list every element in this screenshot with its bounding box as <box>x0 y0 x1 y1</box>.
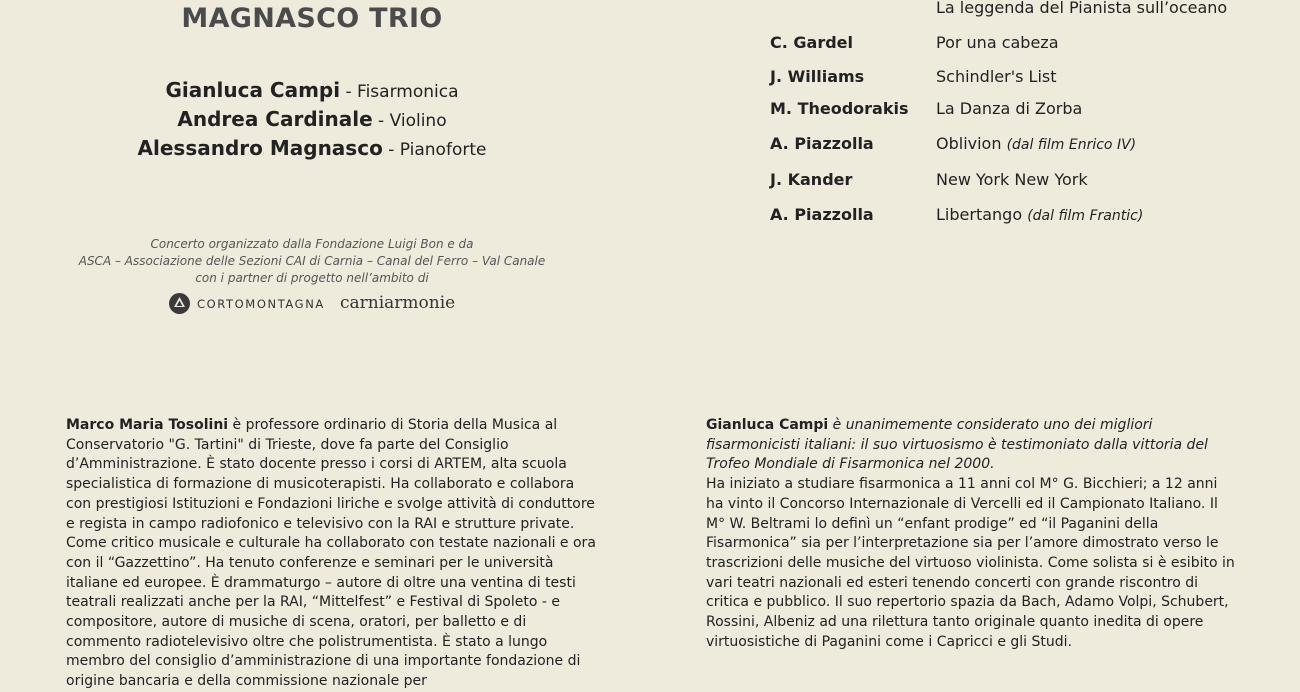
program-row <box>0 0 1300 20</box>
program-piece: New York New York <box>936 170 1088 189</box>
bio-intro: è unanimemente considerato uno dei migliori fisarmonicisti italiani: il suo virtuosismo è testimoniato dalla vittoria del Trofeo Mondiale di Fisarmonica nel 2000. <box>706 417 1208 473</box>
musician-role: Violino <box>389 111 447 131</box>
credits-line: ASCA – Associazione delle Sezioni CAI di Carnia – Canal del Ferro – Val Canale <box>78 254 546 268</box>
program-row <box>0 134 1300 156</box>
musician-separator: - <box>382 140 400 160</box>
cortomontagna-text: CORTOMONTAGNA <box>197 296 325 311</box>
program-piece-note: (dal film Frantic) <box>1027 208 1144 224</box>
program-row <box>0 205 1300 227</box>
program-composer: M. Theodorakis <box>770 99 909 118</box>
program-composer: J. Williams <box>770 67 865 86</box>
bio-campi <box>706 416 1236 652</box>
program-row <box>0 170 1300 192</box>
program-composer: C. Gardel <box>770 33 853 52</box>
musician-name: Andrea Cardinale <box>177 107 373 131</box>
bio-text: è professore ordinario di Storia della Musica al Conservatorio "G. Tartini" di Trieste, dove fa parte del Consiglio d’Amministrazione. È stato docente presso i corsi di ARTEM, alta scuola specialistica di formazione di musicoterapisti. Ha collaborato e collabora con prestigiosi Istituzioni e Fondazioni liriche e svolge attività di conduttore e regista in campo radiofonico e televisivo con la RAI e strutture private. Come critico musicale e culturale ha collaborato con testate nazionali e ora con il “Gazzettino”. Ha tenuto conferenze e seminari per le università italiane ed europee. È drammaturgo – autore di oltre una ventina di testi teatrali realizzati anche per la RAI, “Mittelfest” e Festival di Spoleto - e compositore, autore di musiche di scena, oratori, per balletto e di commento radiotelevisivo oltre che polistrumentista. È stato a lungo membro del consiglio d’amministrazione di una importante fondazione di origine bancaria e della commissione nazionale per <box>66 417 596 690</box>
musician-separator: - <box>340 82 358 102</box>
credits-line: con i partner di progetto nell’ambito di <box>195 271 429 285</box>
program-piece: La leggenda del Pianista sull’oceano <box>936 0 1228 17</box>
program-composer: J. Kander <box>770 170 853 189</box>
bio-name: Marco Maria Tosolini <box>66 417 229 433</box>
program-composer: A. Piazzolla <box>770 134 874 153</box>
program-piece-with-note <box>936 134 1136 153</box>
program-piece: Schindler's List <box>936 67 1057 86</box>
musician-name: Gianluca Campi <box>165 78 341 102</box>
partner-logos <box>168 289 468 319</box>
bio-text: Ha iniziato a studiare fisarmonica a 11 anni col M° G. Bicchieri; a 12 anni ha vinto il Concorso Internazionale di Vercelli ed il Campionato Italiano. Il M° W. Beltrami lo definì un “enfant prodige” ed “il Paganini della Fisarmonica” sia per l’interpretazione sia per l’amore dimostrato verso le trascrizioni delle musiche del virtuoso violinista. Come solista si è esibito in vari teatri nazionali ed esteri tenendo concerti con grande riscontro di critica e pubblico. Il suo repertorio spazia da Bach, Adamo Volpi, Schubert, Rossini, Albeniz ad una rilettura tanto originale quanto inedita di opere virtuosistiche di Paganini come i Capricci e gli Studi. <box>706 476 1235 650</box>
credits-block <box>0 236 624 287</box>
program-row <box>0 67 1300 89</box>
program-row <box>0 99 1300 121</box>
musician-role: Fisarmonica <box>357 82 459 102</box>
credits-line: Concerto organizzato dalla Fondazione Luigi Bon e da <box>150 237 474 251</box>
program-piece-title: Oblivion <box>936 134 1002 153</box>
program-piece-note: (dal film Enrico IV) <box>1006 137 1137 153</box>
cortomontagna-logo <box>168 292 325 315</box>
bio-tosolini <box>66 416 596 692</box>
program-piece-with-note <box>936 205 1143 224</box>
musician-name: Alessandro Magnasco <box>137 136 383 160</box>
page-title: MAGNASCO TRIO <box>181 3 443 34</box>
program-piece: La Danza di Zorba <box>936 99 1083 118</box>
musician-separator: - <box>372 111 390 131</box>
program-piece: Por una cabeza <box>936 33 1059 52</box>
program-composer: A. Piazzolla <box>770 205 874 224</box>
carniarmonie-logo: carniarmonie <box>340 293 456 313</box>
bio-name: Gianluca Campi <box>706 417 829 433</box>
program-piece-title: Libertango <box>936 205 1023 224</box>
program-row <box>0 33 1300 55</box>
mountain-circle-icon <box>168 292 191 315</box>
musician-role: Pianoforte <box>399 140 487 160</box>
